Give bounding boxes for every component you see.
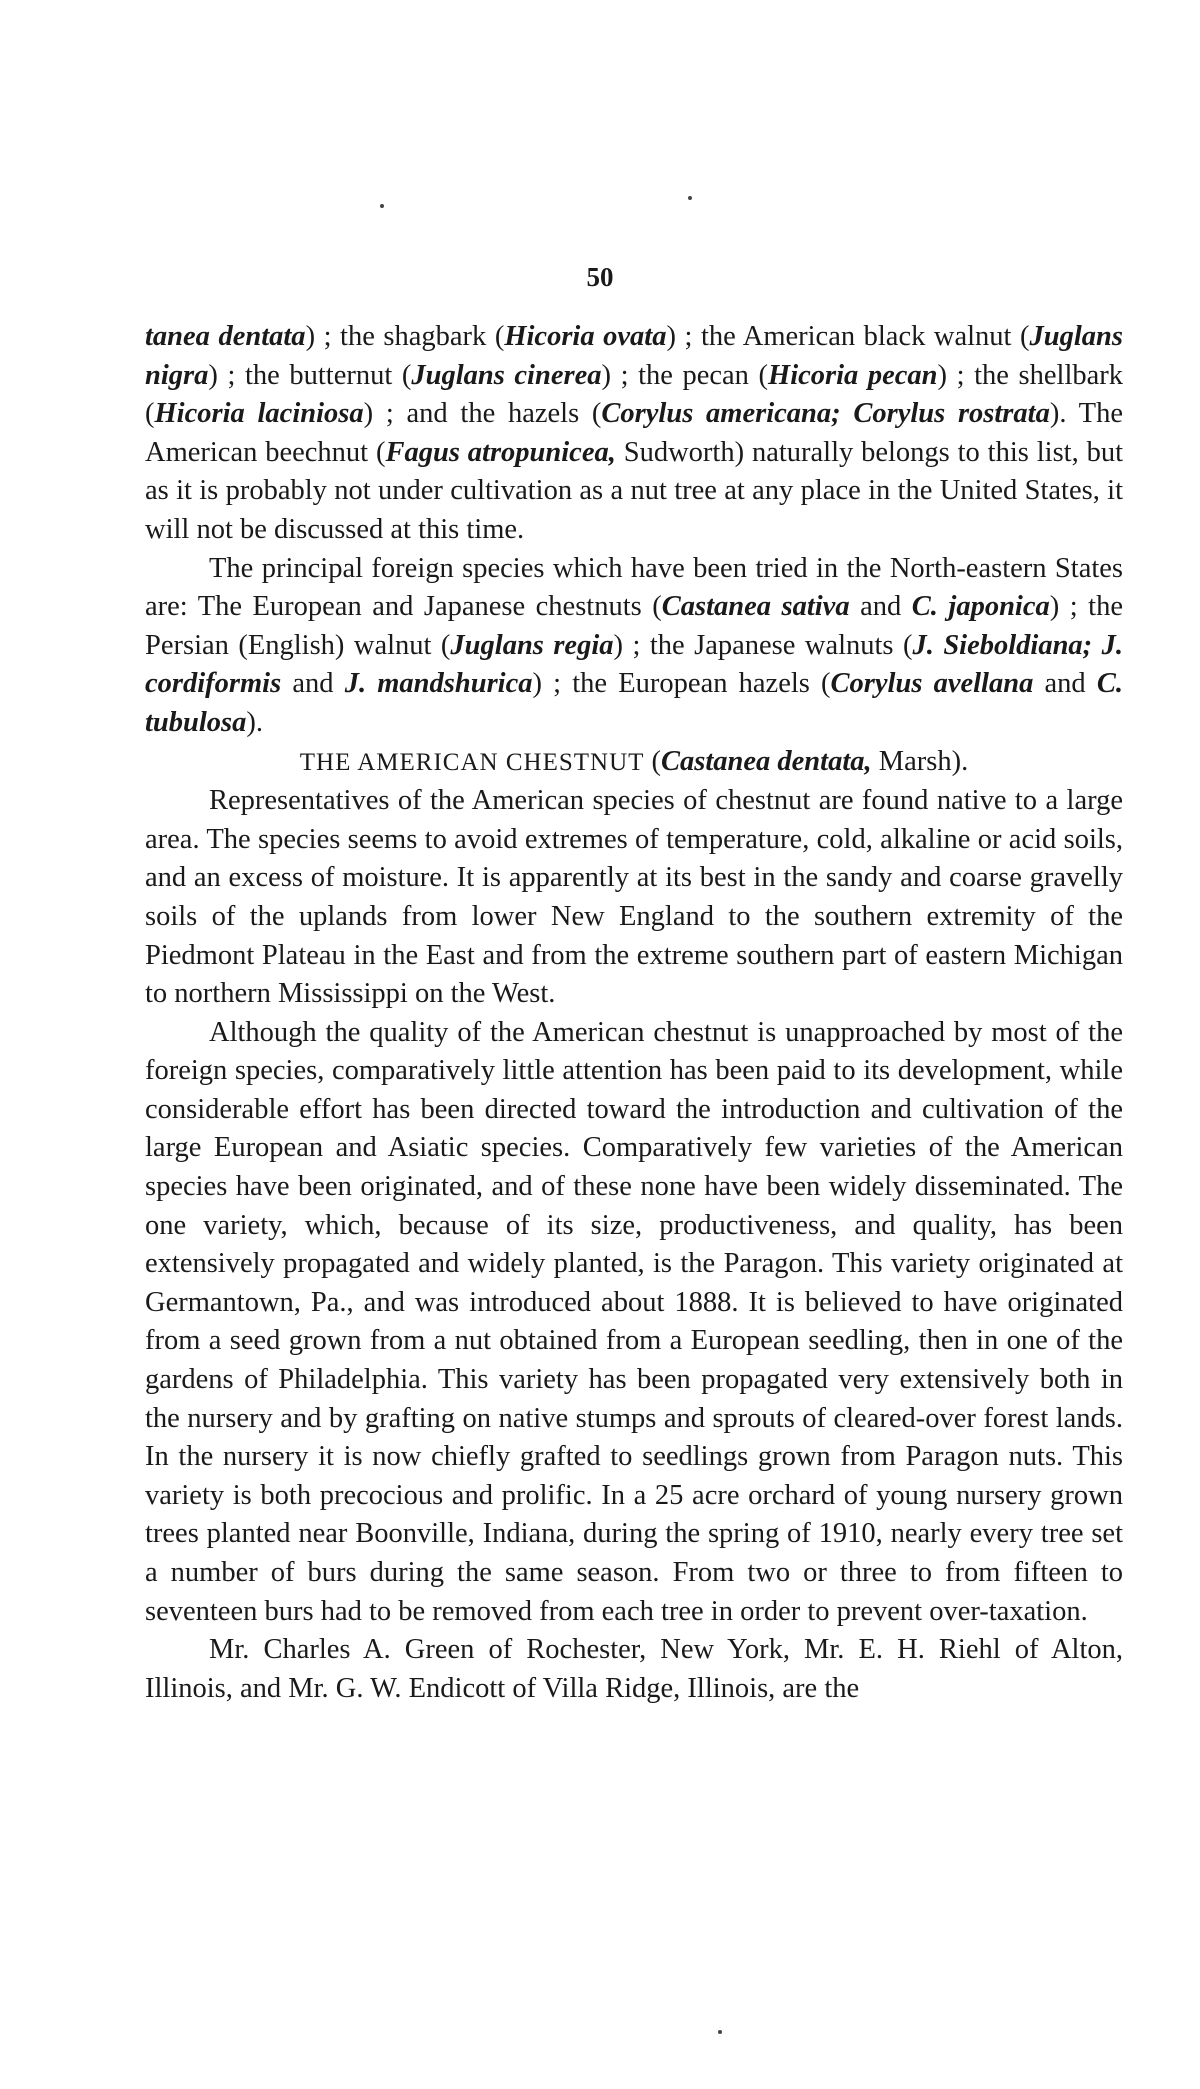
paragraph-paragon: Although the quality of the American chestnut is unapproached by most of the foreign species, comparatively little attention has been paid to its development, while considerable effort has been directed toward the introduction and cultivation of the large European and Asiatic species. Comparatively few varieties of the American species have been originated, and of these none have been widely disseminated. The one variety, which, because of its size, productiveness, and quality, has been extensively propagated and widely planted, is the Paragon. This variety originated at Germantown, Pa., and was introduced about 1888. It is believed to have originated from a seed grown from a nut obtained from a European seedling, then in one of the gardens of Philadelphia. This variety has been propagated very extensively both in the nursery and by grafting on native stumps and sprouts of cleared-over forest lands. In the nursery it is now chiefly grafted to seedlings grown from Paragon nuts. This variety is both precocious and prolific. In a 25 acre orchard of young nursery grown trees planted near Boonville, Indiana, during the spring of 1910, nearly every tree set a number of burs during the same season. From two or three to from fifteen to seventeen burs had to be removed from each tree in order to prevent over-taxation. xyxy=(145,1016,1123,1627)
scan-speck xyxy=(718,2030,722,2034)
page-body xyxy=(145,318,1123,1708)
paragraph-continued: tanea dentata) ; the shagbark (Hicoria ovata) ; the American black walnut (Juglans nigra) ; the butternut (Juglans cinerea) ; the pecan (Hicoria pecan) ; the shellbark (Hicoria laciniosa) ; and the hazels (Corylus americana; Corylus rostrata). The American beechnut (Fagus atropunicea, Sudworth) naturally belongs to this list, but as it is probably not under cultivation as a nut tree at any place in the United States, it will not be discussed at this time. xyxy=(145,321,1123,545)
paragraph-representatives: Representatives of the American species of chestnut are found native to a large area. The species seems to avoid extremes of temperature, cold, alkaline or acid soils, and an excess of moisture. It is apparently at its best in the sandy and coarse gravelly soils of the uplands from lower New England to the southern extremity of the Piedmont Plateau in the East and from the extreme southern part of eastern Michigan to northern Mississippi on the West. xyxy=(145,785,1123,1010)
scan-speck xyxy=(380,204,384,208)
page-number: 50 xyxy=(586,262,614,292)
section-heading: THE AMERICAN CHESTNUT (Castanea dentata, Marsh). xyxy=(299,745,969,777)
paragraph-foreign-species: The principal foreign species which have been tried in the North-eastern States are: The European and Japanese chestnuts (Castanea sativa and C. japonica) ; the Persian (English) walnut (Juglans regia) ; the Japanese walnuts (J. Sieboldiana; J. cordiformis and J. mandshurica) ; the European hazels (Corylus avellana and C. tubulosa). xyxy=(145,552,1124,738)
paragraph-growers: Mr. Charles A. Green of Rochester, New York, Mr. E. H. Riehl of Alton, Illinois, and Mr. G. W. Endicott of Villa Ridge, Illinois, are the xyxy=(145,1634,1123,1704)
scan-speck xyxy=(688,196,692,200)
